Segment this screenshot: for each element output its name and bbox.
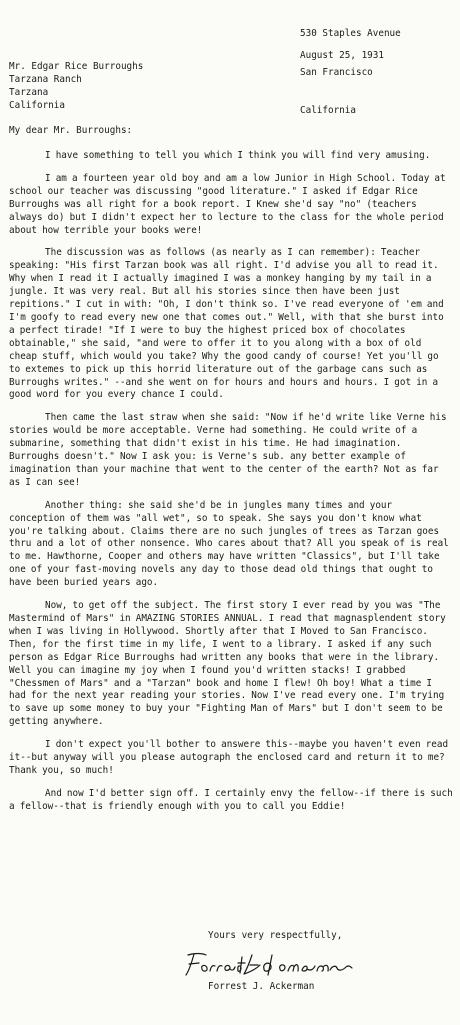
body-paragraph: I don't expect you'll bother to answere this--maybe you haven't even read it--but anyway will you please autograph the enclosed card and return it to me? Thank you, so much! <box>9 739 449 776</box>
sender-address-line: California <box>300 105 356 117</box>
closing: Yours very respectfully, <box>208 930 343 941</box>
salutation: My dear Mr. Burroughs: <box>9 125 133 136</box>
body-paragraph: And now I'd better sign off. I certainly envy the fellow--if there is such a fellow--that is friendly enough with you to call you Eddie! <box>9 787 453 812</box>
sender-address-line: San Francisco <box>300 66 373 78</box>
body-paragraph: Another thing: she said she'd be in jungles many times and your conception of them was "all wet", so to speak. She says you don't know what you're talking about. Claims there are no such jungles of trees as Tarzan goes thru and a lot of other nonsence. Who cares about that? All you speak of is real to me. Hawthorne, Cooper and others may have written "Classics", but I'll take one of your fast-moving novels any day to those dead old things that ought to have been buried years ago. <box>9 499 449 589</box>
body-paragraph: The discussion was as follows (as nearly as I can remember): Teacher speaking: "His first Tarzan book was all right. I'd advise you all to read it. Why when I read it I actually imagined I was a monkey hanging by my tail in a jungle. It was very real. But all his stories since then have been just repitions." I cut in with: "Oh, I don't think so. I've read everyone of 'em and I'm goofy to read every new one that comes out." Well, with that she burst into a perfect tirade! "If I were to buy the highest priced box of chocolates obtainable," she said, "and were to offer it to you along with a box of old cheap stuff, which would you take? Why the good candy of course! Yet you'll go to extemes to pick up this horrid literature out of the garbage cans such as Burroughs writes." --and she went on for hours and hours and hours. I got in a good word for you every chance I could. <box>9 247 444 401</box>
recipient-name: Mr. Edgar Rice Burroughs <box>9 61 144 72</box>
sender-address <box>300 2 401 144</box>
handwritten-signature <box>180 949 360 981</box>
body-paragraph: Then came the last straw when she said: "Now if he'd write like Verne his stories would be more acceptable. Verne had something. He could write of a submarine, something that didn't exist in his time. He had imagination. Burroughs doesn't." Now I ask you: is Verne's sub. any better example of imagination than your machine that went to the center of the earth? Not as far as I can see! <box>9 412 447 488</box>
body-paragraph: Now, to get off the subject. The first story I ever read by you was "The Mastermind of Mars" in AMAZING STORIES ANNUAL. I read that magnasplendent story when I was living in Hollywood. Shortly after that I Moved to San Francisco. Then, for the first time in my life, I went to a library. I asked if any such person as Edgar Rice Burroughs had written any books that were in the library. Well you can imagine my joy when I found you'd written stacks! I grabbed "Chessmen of Mars" and a "Tarzan" book and home I flew! Oh boy! What a time I had for the next year reading your stories. Now I've read every one. I'm trying to save up some money to buy your "Fighting Man of Mars" but I don't seem to be getting anywhere. <box>9 600 446 728</box>
recipient-address-line: Tarzana Ranch <box>9 73 82 85</box>
signed-name: Forrest J. Ackerman <box>208 981 315 992</box>
recipient-address-line: California <box>9 99 65 111</box>
body-paragraph: I have something to tell you which I think you will find very amusing. <box>45 150 431 161</box>
recipient-address-line: Tarzana <box>9 86 49 98</box>
letter-date: August 25, 1931 <box>300 50 384 61</box>
sender-address-line: 530 Staples Avenue <box>300 27 401 39</box>
recipient-address <box>9 61 143 113</box>
body-paragraph: I am a fourteen year old boy and am a low Junior in High School. Today at school our teacher was discussing "good literature." I asked if Edgar Rice Burroughs was all right for a book report. I Knew she'd say "no" (teachers always do) but I didn't expect her to lecture to the class for the whole period about how terrible your books were! <box>9 172 446 236</box>
letter-body <box>9 150 453 824</box>
